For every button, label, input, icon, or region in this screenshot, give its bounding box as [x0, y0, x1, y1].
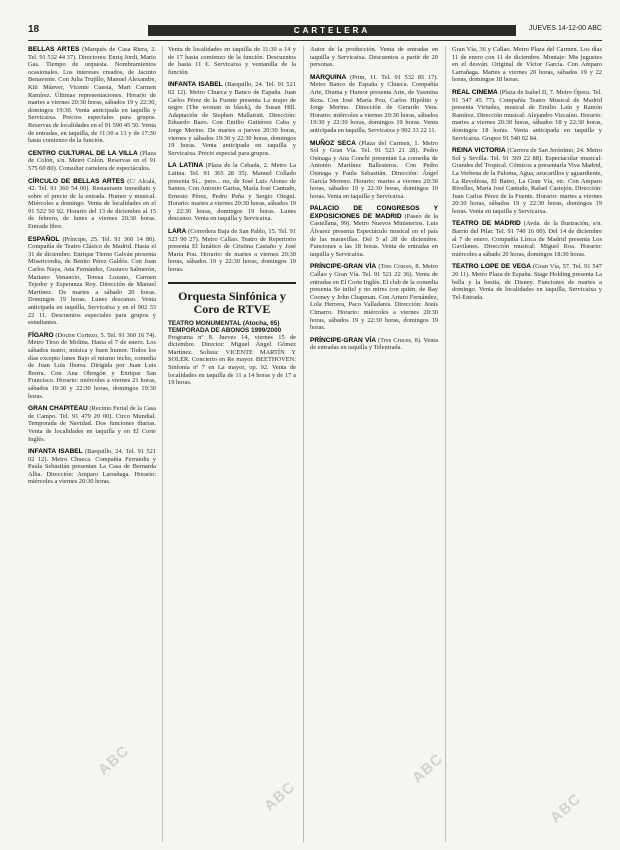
- listing-entry: TEATRO DE MADRID (Avda. de la Ilustración, s/n. Barrio del Pilar. Tel. 91 740 16 00). Del 14 de diciembre al 7 de enero. Compañía Lírica de Madrid presenta Los Gavilanes. Dirección musical: Miguel Roa. Horario: miércoles a sábado 20 horas, domingos 18:30 horas.: [452, 220, 602, 258]
- column-2: [168, 46, 296, 842]
- orchestra-title: Orquesta Sinfónica y Coro de RTVE: [178, 288, 286, 316]
- listing-entry: INFANTA ISABEL (Barquillo, 24. Tel. 91 521 02 12). Metro Chueca. Compañía Ferrandis y Paula Sebastián presentan La Casa de Bernarda Alba. Dirección: Amparo Larrañaga. Horario: miércoles a viernes 20:30 horas.: [28, 448, 156, 486]
- page-header: [28, 24, 602, 38]
- listing-entry: LARA (Corredera Baja de San Pablo, 15. Tel. 91 523 90 27). Metro Callao. Teatro de Repertorio presenta El lunático de Cristina Castaño y José María Pou. Horario: de martes a viernes 20:30 horas, sábados 19 y 22:30 horas, domingos 19 horas.: [168, 228, 296, 274]
- listing-entry: BELLAS ARTES (Marqués de Casa Riera, 2. Tel. 91 532 44 37). Directores: Enriq Jordi, Mario Gas. Tiempo de orquesta. Nombramientos ocasionales. Los intereses creados, de Jacinto Benavente. Con Julia Trujillo, Manuel Alexandre, Kiti Mánver, Vicente Cuesta, Mari Carmen Ramírez. Últimas representaciones. Horario de martes a viernes 20:30 horas, sábados 19 y 22:30, domingos 19:30. Venta anticipada en taquilla y Servicaixa. Precios especiales para grupos. Reservas de localidades en el 91 590 45 50. Venta de entradas, en taquilla, de 11:30 a 13 y de 17:30 hasta comienzo de la función.: [28, 46, 156, 145]
- section-banner: [148, 25, 516, 36]
- listing-entry: MUÑOZ SECA (Plaza del Carmen, 1. Metro Sol y Gran Vía. Tel. 91 523 21 28). Pedro Osinaga y Ana Conchi presentan La comedia de Antonio Martínez Ballesteros. Con Pedro Osinaga y Paula Sebastián. Dirección: Ángel García Moreno. Horario: martes a viernes 20:30 horas, sábados 19 y 22:30 horas, domingos 19 horas. Venta en taquilla y Servicaixa.: [310, 139, 438, 200]
- listing-entry: Gran Vía, 36 y Callao. Metro Plaza del Carmen. Los días 11 de enero con 11 de diciembre. Montaje: Mis juguetes en el desván. Original de Víctor García. Con Amparo Larrañaga. Martes a viernes 20 horas, sábados 19 y 22 horas, domingos 18 horas.: [452, 46, 602, 84]
- listing-entry: LA LATINA (Plaza de la Cebada, 2. Metro La Latina. Tel. 91 365 28 35). Manuel Collado presenta Sí... pero... no, de José Luis Alonso de Santos. Con Antonio Garisa, María José Cantudo, Ernesto Pérez, Pedro Peña y Sergio Otegui. Horario: martes a viernes 20:30 horas, sábados 19 y 22:30 horas, domingos 19 horas. Lunes descanso. Venta en taquilla y Servicaixa.: [168, 162, 296, 223]
- column-1: [28, 46, 156, 842]
- listing-entry: CÍRCULO DE BELLAS ARTES (C/ Alcalá, 42. Tel. 91 360 54 00). Restaurante inmediato y sobre el precio de la entrada. Humor y musical. Miércoles a domingo. Venta de localidades en el 91 522 50 92. Horario del 13 de diciembre al 15 de febrero, de lunes a viernes 20:30 horas. Entrada libre.: [28, 177, 156, 231]
- watermark: ABC: [408, 750, 447, 787]
- listing-entry: GRAN CHAPITEAU (Recinto Ferial de la Casa de Campo. Tel. 91 479 20 00). Circo Mundial. Temporada de Navidad. Dos funciones diarias. Venta de localidades en taquilla y en El Corte Inglés.: [28, 405, 156, 443]
- orchestra-venue: TEATRO MONUMENTAL (Atocha, 65) TEMPORADA DE ABONOS 1999/2000: [168, 319, 282, 334]
- listing-entry: TEATRO LOPE DE VEGA (Gran Vía, 57. Tel. 91 547 20 11). Metro Plaza de España. Stage Holding presenta La bella y la bestia, de Disney. Funciones de martes a domingo. Venta de localidades en taquilla, Servicaixa y Tel-Entrada.: [452, 263, 602, 301]
- orchestra-program: Programa nº 8. Jueves 14, viernes 15 de diciembre. Director: Miguel Ángel Gómez Martínez. Solista: VICENTE MARTÍN Y SOLER. Concierto en Re mayor. BEETHOVEN: Sinfonía nº 7 en La mayor, op. 92. Venta de localidades en taquilla de 11 a 14 horas y de 17 a 19 horas.: [168, 333, 296, 387]
- listing-entry: ESPAÑOL (Príncipe, 25. Tel. 91 360 14 80). Compañía de Teatro Clásico de Madrid. Hasta el 31 de diciembre. Enrique Tierno Galván presenta Misericordia, de Benito Pérez Galdós. Con Juan Carlos Naya, Ana Fernández, Gustavo Salmerón, Mariano Venancio, Teresa Lozano, Carmen Tejedor y Esperanza Roy. Dirección de Manuel Martínez. De martes a sábado 20 horas. Domingos 19 horas. Lunes descanso. Venta anticipada en taquilla, Servicaixa y en el 902 33 22 11. Descuentos especiales para grupos y estudiantes.: [28, 235, 156, 327]
- section-title: CARTELERA: [293, 26, 371, 35]
- listing-entry: PRÍNCIPE-GRAN VÍA (Tres Cruces, 8). Venta de entradas en taquilla y Telentrada.: [310, 336, 438, 352]
- column-4: [452, 46, 602, 842]
- header-rule: [28, 40, 602, 41]
- listing-entry: MARQUINA (Prim, 11. Tel. 91 532 85 17). Metro Banco de España y Chueca. Compañía Arte, Drama y Humor presenta Arte, de Yasmina Reza. Con José María Pou, Carlos Hipólito y Jorge Merino. Dirección de Gerardo Vera. Horario: miércoles a viernes 20:30 horas, sábados 19:30 y 22:30 horas, domingos 19 horas. Venta anticipada en taquilla, Servicaixa y 902 33 22 11.: [310, 73, 438, 134]
- column-divider: [303, 46, 304, 842]
- listing-entry: PALACIO DE CONGRESOS Y EXPOSICIONES DE MADRID (Paseo de la Castellana, 99). Metro Nuevos Ministerios. Luis Álvarez presenta Espectáculo musical en el país de las maravillas. Del 5 al 28 de diciembre. Funciones a las 18 horas. Venta de entradas en taquilla y Servicaixa.: [310, 205, 438, 258]
- date-line: JUEVES 14-12-00 ABC: [528, 25, 602, 32]
- listing-entry: FÍGARO (Doctor Cortezo, 5. Tel. 91 360 16 74). Metro Tirso de Molina. Hasta el 7 de enero. Los sábados teatro, música y buen humor. Todos los días excepto lunes Bajo el mismo techo, comedia de Juan Luis Iborra. Dirigida por Juan Luis Iborra. Con Ana Obregón y Enrique San Francisco. Horario: miércoles a viernes 21 horas, sábados 19:30 y 22:30 horas, domingos 19:30 horas.: [28, 331, 156, 400]
- listing-entry: Venta de localidades en taquilla de 11:30 a 14 y de 17 hasta comienzo de la función. Descuentos de hasta 11 €. Servicaixa y ventanilla de la función.: [168, 46, 296, 76]
- column-3: [310, 46, 438, 842]
- orchestra-box: [168, 282, 296, 387]
- column-divider: [162, 46, 163, 842]
- watermark: ABC: [260, 778, 299, 815]
- listing-entry: REINA VICTORIA (Carrera de San Jerónimo, 24. Metro Sol y Sevilla. Tel. 91 369 22 88). Espectacular musical: Grandes del Tropical. Cómicos a presentarla Viva Madrid, La Verbena de la Paloma, Agua, azucarillos y aguardiente, La Revoltosa, El Bateo, La Gran Vía, etc. Con Amparo Rivelles, María José Cantudo, Rafael Castejón. Dirección: Juan Carlos Pérez de la Fuente. Horario: martes a viernes 20:30 horas, sábados 19 y 22:30 horas, domingos 19 horas. Venta en taquilla y Servicaixa.: [452, 147, 602, 215]
- watermark: ABC: [94, 742, 133, 779]
- watermark: ABC: [546, 790, 585, 827]
- listing-entry: PRÍNCIPE-GRAN VÍA (Tres Cruces, 8. Metro Callao y Gran Vía. Tel. 91 521 22 36). Venta de entradas en El Corte Inglés. El club de la comedia presenta Se infiel y no mires con quién, de Ray Cooney y John Chapman. Con Arturo Fernández, Lola Herrera, Paco Valladares. Dirección: Jesús Cimarro. Horario: miércoles a viernes 20:30 horas, sábados 19 y 22:30 horas, domingos 19 horas.: [310, 263, 438, 332]
- listing-entry: CENTRO CULTURAL DE LA VILLA (Plaza de Colón, s/n. Metro Colón. Reservas en el 91 575 60 80). Consultar cartelera de espectáculos.: [28, 149, 156, 172]
- column-divider: [445, 46, 446, 842]
- page-number: 18: [28, 24, 40, 35]
- listing-entry: INFANTA ISABEL (Barquillo, 24. Tel. 91 521 02 12). Metro Chueca y Banco de España. Juan Carlos Pérez de la Fuente presenta La mujer de negro (The woman in black), de Susan Hill. Adaptación de Stephen Mallatratt. Dirección: Eduardo Bazo. Con Emilio Gutiérrez Caba y Jorge Merino. De martes a jueves 20:30 horas, viernes y sábados 19:30 y 22:30 horas, domingos 19 horas. Venta anticipada en taquilla y Servicaixa. Precio especial para grupos.: [168, 81, 296, 157]
- listing-entry: Autor de la producción. Venta de entradas en taquilla y Servicaixa. Descuentos a partir de 20 personas.: [310, 46, 438, 69]
- listing-entry: REAL CINEMA (Plaza de Isabel II, 7. Metro Ópera. Tel. 91 547 45 77). Compañía Teatro Musical de Madrid presenta Virtudes, musical de Emilio Laín y Ramón Ramírez. Dirección musical: Alejandro Vizcaíno. Horario: martes a viernes 20:30 horas, sábados 18 y 22:30 horas, domingos 18 horas. Venta anticipada en taquilla y Servicaixa. Grupos 91 540 02 84.: [452, 88, 602, 142]
